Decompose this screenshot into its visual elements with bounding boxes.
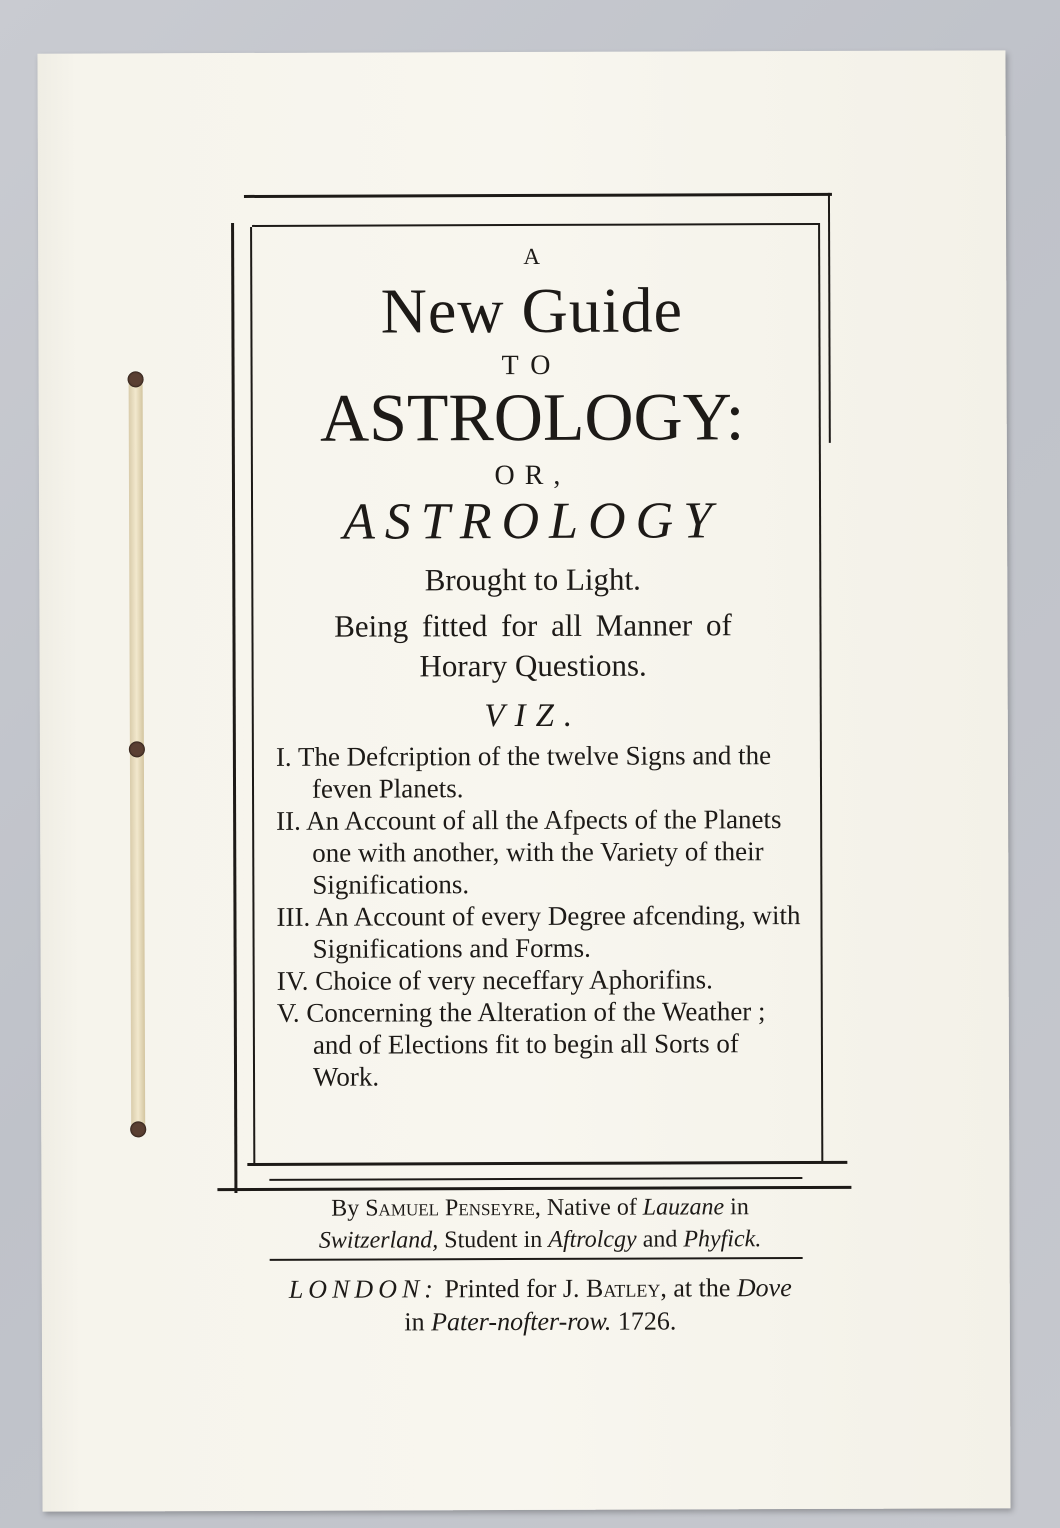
booklet-cover: [37, 50, 1010, 1511]
contents-list: [276, 739, 802, 1093]
author-field-1: Aftrolcgy: [548, 1226, 637, 1253]
title-main: New Guide: [380, 274, 684, 347]
author-separator-rule: [269, 1177, 802, 1181]
author-field-2: Phyfick.: [683, 1226, 762, 1253]
author-name: Samuel Penseyre,: [365, 1194, 541, 1222]
author-by: By: [331, 1195, 360, 1222]
author-native: Native of: [546, 1194, 637, 1221]
imprint-sign: Dove: [736, 1273, 792, 1303]
title-horary-questions: Horary Questions.: [419, 647, 647, 684]
list-item: II. An Account of all the Afpects of the Planets one with another, with the Variety of their Significations.: [276, 804, 782, 900]
list-item: IV. Choice of very neceffary Aphorifins.: [276, 964, 713, 996]
stitch-hole-top: [128, 371, 144, 387]
author-in: in: [730, 1194, 749, 1221]
title-line-a: A: [523, 243, 541, 269]
title-subject-italic: ASTROLOGY: [343, 492, 723, 551]
stitch-hole-middle: [129, 741, 145, 757]
imprint-in: in: [404, 1307, 425, 1337]
imprint-street: Pater-nofter-row.: [431, 1306, 612, 1337]
imprint-at: at the: [673, 1273, 731, 1303]
list-item: III. An Account of every Degree afcending, with Significations and Forms.: [276, 900, 801, 964]
stitch-hole-bottom: [130, 1121, 146, 1137]
title-or: OR,: [494, 459, 571, 492]
author-line: [277, 1191, 802, 1257]
title-subject: ASTROLOGY:: [319, 378, 745, 456]
author-student: Student in: [444, 1226, 543, 1254]
author-place: Lauzane: [642, 1194, 725, 1221]
title-viz: VIZ.: [484, 697, 583, 735]
title-brought-to-light: Brought to Light.: [424, 561, 641, 598]
imprint-printed: Printed for J.: [444, 1273, 580, 1304]
imprint-city: LONDON:: [288, 1274, 438, 1304]
title-page: [234, 193, 832, 1337]
imprint-printer: Batley,: [585, 1273, 667, 1303]
list-item: V. Concerning the Alteration of the Weather ; and of Elections fit to begin all Sorts of Work.: [276, 996, 766, 1092]
list-item: I. The Defcription of the twelve Signs and the feven Planets.: [275, 740, 772, 804]
title-to: TO: [501, 349, 563, 382]
imprint-line: [278, 1271, 803, 1339]
imprint-year: 1726.: [617, 1306, 677, 1336]
title-being-fitted: Being fitted for all Manner of: [334, 607, 732, 644]
author-and: and: [642, 1226, 678, 1253]
imprint-separator-rule: [270, 1257, 803, 1261]
author-country: Switzerland,: [318, 1227, 439, 1254]
